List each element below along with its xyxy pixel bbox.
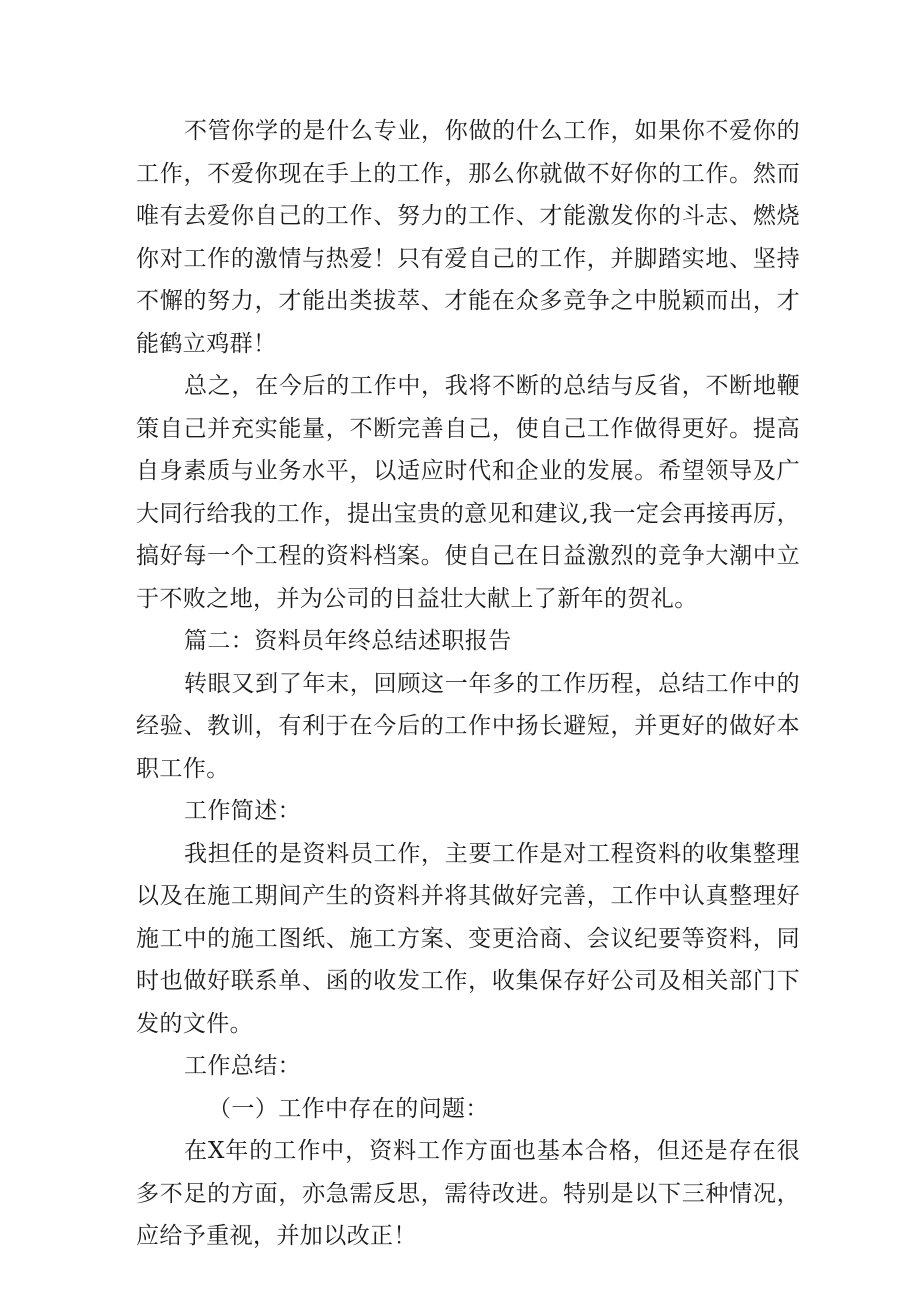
paragraph-conclusion: 总之，在今后的工作中，我将不断的总结与反省，不断地鞭策自己并充实能量，不断完善自己，使自己工作做得更好。提高自身素质与业务水平，以适应时代和企业的发展。希望领导及广大同行给我的工作，提出宝贵的意见和建议,我一定会再接再厉，搞好每一个工程的资料档案。使自己在日益激烈的竞争大潮中立于不败之地，并为公司的日益壮大献上了新年的贺礼。 [136, 373, 800, 612]
section-heading-part-two: 篇二：资料员年终总结述职报告 [184, 628, 512, 654]
heading-problems: （一）工作中存在的问题： [208, 1095, 489, 1122]
document-body [136, 110, 800, 1258]
paragraph-problems: 在X年的工作中，资料工作方面也基本合格，但还是存在很多不足的方面，亦急需反思，需待改进。特别是以下三种情况，应给予重视，并加以改正！ [136, 1138, 800, 1249]
heading-work-summary: 工作总结： [184, 1053, 301, 1079]
paragraph-year-end-review: 转眼又到了年末，回顾这一年多的工作历程，总结工作中的经验、教训，有利于在今后的工作中扬长避短，并更好的做好本职工作。 [136, 670, 800, 782]
paragraph-work-overview: 我担任的是资料员工作，主要工作是对工程资料的收集整理以及在施工期间产生的资料并将其做好完善，工作中认真整理好施工中的施工图纸、施工方案、变更洽商、会议纪要等资料，同时也做好联系单、函的收发工作，收集保存好公司及相关部门下发的文件。 [136, 840, 800, 1037]
paragraph-love-your-work: 不管你学的是什么专业，你做的什么工作，如果你不爱你的工作，不爱你现在手上的工作，那么你就做不好你的工作。然而唯有去爱你自己的工作、努力的工作、才能激发你的斗志、燃烧你对工作的激情与热爱！只有爱自己的工作，并脚踏实地、坚持不懈的努力，才能出类拔萃、才能在众多竞争之中脱颖而出，才能鹤立鸡群！ [136, 118, 800, 357]
heading-work-overview: 工作简述： [184, 798, 301, 824]
